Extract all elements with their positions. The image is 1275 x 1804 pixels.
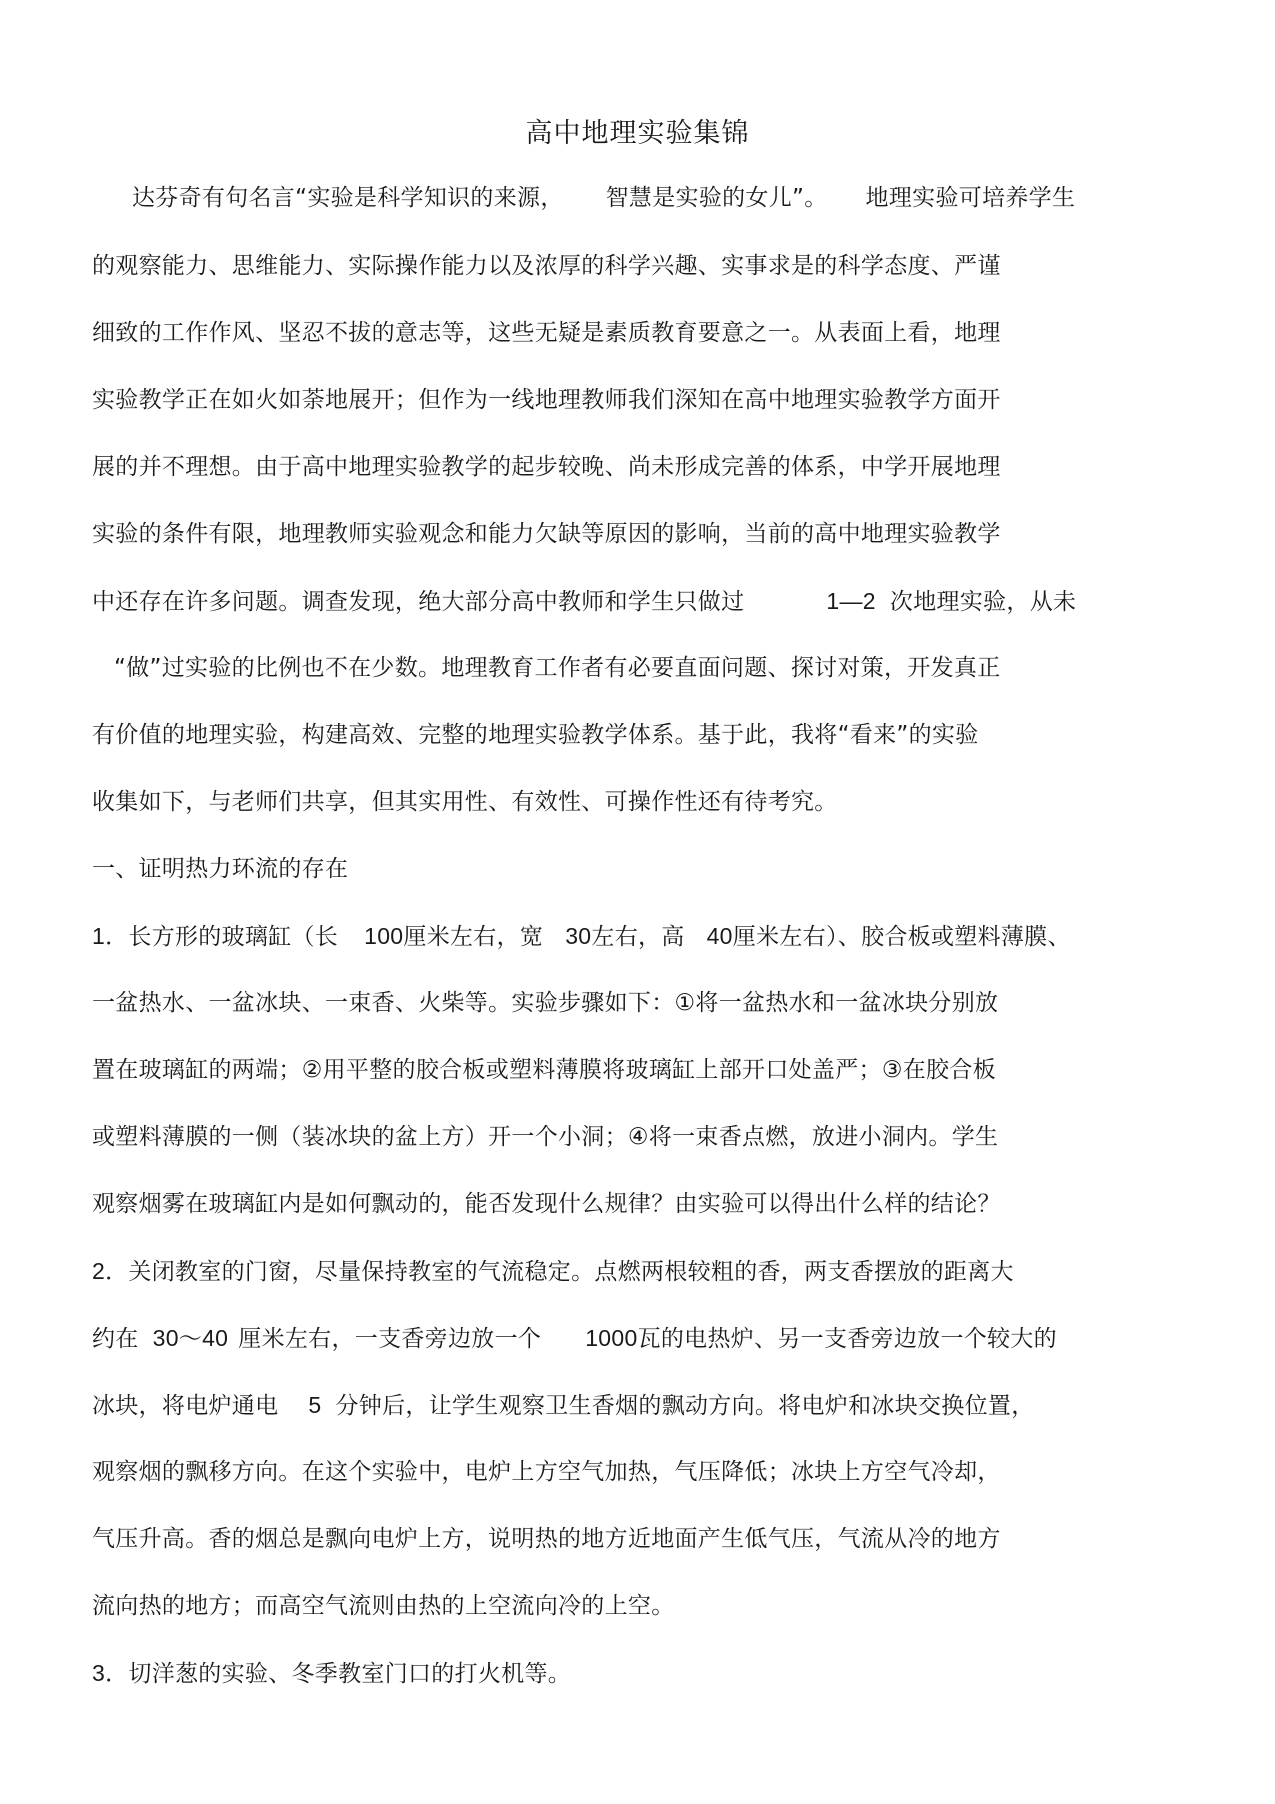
item-text: 长方形的玻璃缸（长 (128, 924, 339, 950)
item-text: 厘米左右，宽 (403, 924, 544, 950)
item-2-line-4: 观察烟的飘移方向。在这个实验中，电炉上方空气加热，气压降低；冰块上方空气冷却， (92, 1459, 1001, 1485)
item-1-line-2: 一盆热水、一盆冰块、一束香、火柴等。实验步骤如下：①将一盆热水和一盆冰块分别放 (92, 990, 999, 1016)
item-2-line-6: 流向热的地方；而高空气流则由热的上空流向冷的上空。 (92, 1593, 675, 1619)
intro-text: 地理实验可培养学生 (865, 185, 1076, 211)
intro-line-1 (132, 181, 1075, 215)
item-number: 2． (92, 1258, 129, 1284)
item-number: 30 (565, 923, 592, 949)
item-number: 1000 (585, 1325, 638, 1351)
item-2-line-3 (92, 1388, 1035, 1423)
intro-text: 次地理实验，从未 (889, 589, 1077, 615)
intro-line-4: 实验教学正在如火如荼地展开；但作为一线地理教师我们深知在高中地理实验教学方面开 (92, 387, 1001, 413)
item-number: 30～40 (152, 1325, 229, 1351)
item-1-line-5: 观察烟雾在玻璃缸内是如何飘动的，能否发现什么规律？由实验可以得出什么样的结论？ (92, 1191, 1001, 1217)
item-text: 厘米左右）、胶合板或塑料薄膜、 (732, 924, 1071, 950)
item-1-line-1 (92, 919, 1071, 954)
item-3-line-1 (92, 1656, 571, 1691)
intro-line-10: 收集如下，与老师们共享，但其实用性、有效性、可操作性还有待考究。 (92, 789, 838, 815)
intro-text: 中还存在许多问题。调查发现，绝大部分高中教师和学生只做过 (92, 589, 745, 615)
intro-line-6: 实验的条件有限，地理教师实验观念和能力欠缺等原因的影响，当前的高中地理实验教学 (92, 521, 1001, 547)
intro-line-3: 细致的工作作风、坚忍不拔的意志等，这些无疑是素质教育要意之一。从表面上看，地理 (92, 320, 1001, 346)
item-text: 分钟后，让学生观察卫生香烟的飘动方向。将电炉和冰块交换位置， (335, 1393, 1035, 1419)
item-1-line-4: 或塑料薄膜的一侧（装冰块的盆上方）开一个小洞；④将一束香点燃，放进小洞内。学生 (92, 1124, 999, 1150)
item-2-line-5: 气压升高。香的烟总是飘向电炉上方，说明热的地方近地面产生低气压，气流从冷的地方 (92, 1526, 1001, 1552)
intro-line-9: 有价值的地理实验，构建高效、完整的地理实验教学体系。基于此，我将“看来”的实验 (92, 722, 979, 748)
item-text: 冰块，将电炉通电 (92, 1393, 279, 1419)
intro-number: 1—2 (826, 588, 876, 614)
intro-line-5: 展的并不理想。由于高中地理实验教学的起步较晚、尚未形成完善的体系，中学开展地理 (92, 454, 1001, 480)
item-number: 1． (92, 923, 129, 949)
item-1-line-3: 置在玻璃缸的两端；②用平整的胶合板或塑料薄膜将玻璃缸上部开口处盖严；③在胶合板 (92, 1057, 996, 1083)
section-heading: 一、证明热力环流的存在 (92, 856, 349, 882)
item-number: 5 (308, 1392, 322, 1418)
item-2-line-2 (92, 1321, 1057, 1356)
item-number: 3． (92, 1660, 129, 1686)
item-number: 100 (364, 923, 404, 949)
intro-line-7 (92, 584, 1076, 619)
intro-line-8: “做”过实验的比例也不在少数。地理教育工作者有必要直面问题、探讨对策，开发真正 (114, 655, 1001, 681)
intro-text: 智慧是实验的女儿”。 (605, 185, 828, 211)
document-title: 高中地理实验集锦 (525, 118, 750, 149)
intro-text: 达芬奇有句名言“实验是科学知识的来源， (132, 185, 564, 211)
intro-line-2: 的观察能力、思维能力、实际操作能力以及浓厚的科学兴趣、实事求是的科学态度、严谨 (92, 253, 1001, 279)
item-text: 左右，高 (591, 924, 685, 950)
item-text: 约在 (92, 1326, 139, 1352)
item-2-line-1 (92, 1254, 1014, 1289)
item-text: 关闭教室的门窗，尽量保持教室的气流稳定。点燃两根较粗的香，两支香摆放的距离大 (128, 1259, 1014, 1285)
item-text: 厘米左右，一支香旁边放一个 (238, 1326, 542, 1352)
item-number: 40 (706, 923, 733, 949)
item-text: 切洋葱的实验、冬季教室门口的打火机等。 (128, 1661, 572, 1687)
item-text: 瓦的电热炉、另一支香旁边放一个较大的 (637, 1326, 1057, 1352)
